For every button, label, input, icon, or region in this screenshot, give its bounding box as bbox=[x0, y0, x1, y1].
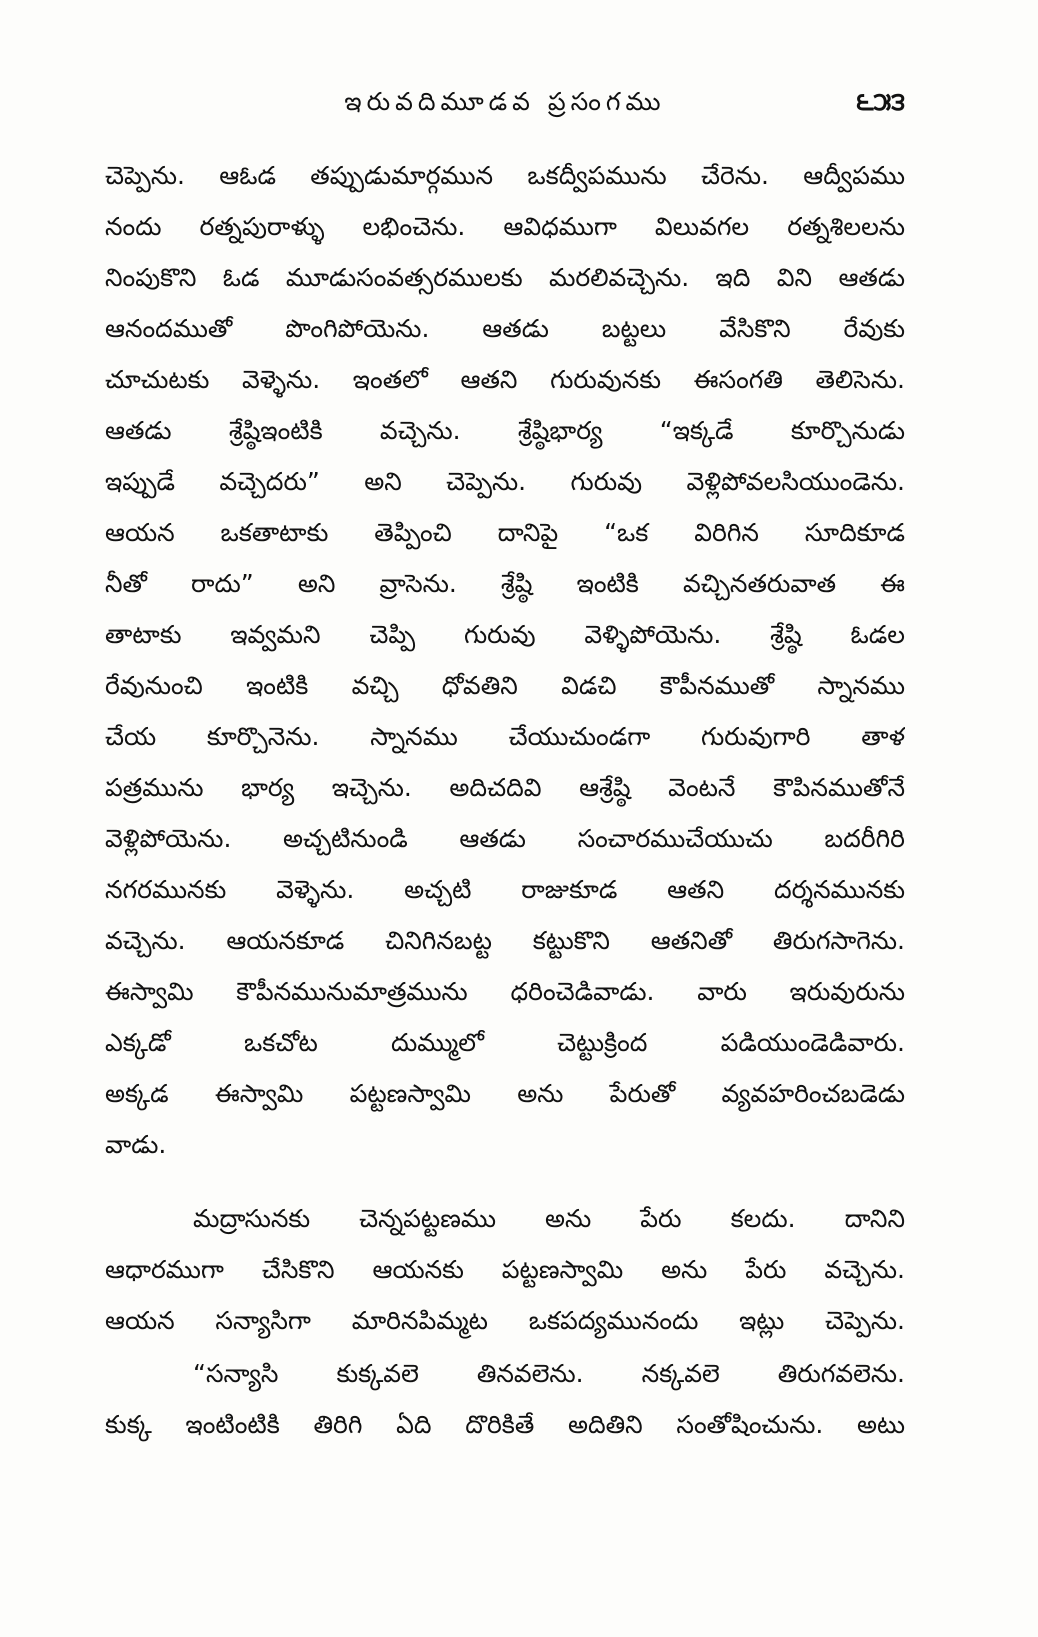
text-line: నింపుకొని ఓడ మూడుసంవత్సరములకు మరలివచ్చెను. ఇది విని ఆతడు bbox=[105, 263, 905, 292]
page-number: ౬౫౩ bbox=[856, 87, 905, 116]
text-line: రేవునుంచి ఇంటికి వచ్చి ధోవతిని విడచి కౌపీనముతో స్నానము bbox=[105, 671, 905, 700]
text-line: ఎక్కడో ఒకచోట దుమ్ములో చెట్టుక్రింద పడియుండెడివారు. bbox=[105, 1028, 905, 1057]
text-line: ఆయన ఒకతాటాకు తెప్పించి దానిపై “ఒక విరిగిన సూదికూడ bbox=[105, 518, 905, 547]
text-line: ఆధారముగా చేసికొని ఆయనకు పట్టణస్వామి అను పేరు వచ్చెను. bbox=[105, 1255, 905, 1284]
text-line: ఈస్వామి కౌపీనమునుమాత్రమును ధరించెడివాడు. వారు ఇరువురును bbox=[105, 977, 905, 1006]
text-line: పత్రమును భార్య ఇచ్చెను. అదిచదివి ఆశ్రేష్ఠి వెంటనే కౌపినముతోనే bbox=[105, 773, 905, 802]
text-line: అక్కడ ఈస్వామి పట్టణస్వామి అను పేరుతో వ్యవహరించబడెడు bbox=[105, 1079, 905, 1108]
paragraph bbox=[105, 1193, 905, 1346]
text-line: నగరమునకు వెళ్ళెను. అచ్చటి రాజుకూడ ఆతని దర్శనమునకు bbox=[105, 875, 905, 904]
text-line: వాడు. bbox=[105, 1130, 167, 1159]
text-line: చెప్పెను. ఆఓడ తప్పుడుమార్గమున ఒకద్వీపమును చేరెను. ఆద్వీపము bbox=[105, 161, 905, 190]
text-line: చూచుటకు వెళ్ళెను. ఇంతలో ఆతని గురువునకు ఈసంగతి తెలిసెను. bbox=[105, 365, 905, 394]
text-line: వచ్చెను. ఆయనకూడ చినిగినబట్ట కట్టుకొని ఆతనితో తిరుగసాగెను. bbox=[105, 926, 905, 955]
page-body bbox=[105, 150, 905, 1450]
text-line: మద్రాసునకు చెన్నపట్టణము అను పేరు కలదు. దానిని bbox=[193, 1204, 905, 1233]
page-title: ఇరువదిమూడవ ప్రసంగము bbox=[344, 87, 666, 116]
text-line: ఆనందముతో పొంగిపోయెను. ఆతడు బట్టలు వేసికొని రేవుకు bbox=[105, 314, 905, 343]
text-line: ఇప్పుడే వచ్చెదరు” అని చెప్పెను. గురువు వెళ్లిపోవలసియుండెను. bbox=[105, 467, 905, 496]
text-line: “సన్యాసి కుక్కవలె తినవలెను. నక్కవలె తిరుగవలెను. bbox=[193, 1359, 905, 1388]
text-line: ఆతడు శ్రేష్ఠిఇంటికి వచ్చెను. శ్రేష్ఠిభార్య “ఇక్కడే కూర్చొనుడు bbox=[105, 416, 905, 445]
paragraph bbox=[105, 150, 905, 1170]
text-line: ఆయన సన్యాసిగా మారినపిమ్మట ఒకపద్యమునందు ఇట్లు చెప్పెను. bbox=[105, 1306, 905, 1335]
text-line: వెళ్లిపోయెను. అచ్చటినుండి ఆతడు సంచారముచేయుచు బదరీగిరి bbox=[105, 824, 905, 853]
paragraph bbox=[105, 1348, 905, 1450]
text-line: నందు రత్నపురాళ్ళు లభించెను. ఆవిధముగా విలువగల రత్నశిలలను bbox=[105, 212, 905, 241]
text-line: కుక్క ఇంటింటికి తిరిగి ఏది దొరికితే అదితిని సంతోషించును. అటు bbox=[105, 1410, 905, 1439]
text-line: చేయ కూర్చొనెను. స్నానము చేయుచుండగా గురువుగారి తాళ bbox=[105, 722, 905, 751]
text-line: తాటాకు ఇవ్వమని చెప్పి గురువు వెళ్ళిపోయెను. శ్రేష్ఠి ఓడల bbox=[105, 620, 905, 649]
text-line: నీతో రాదు” అని వ్రాసెను. శ్రేష్ఠి ఇంటికి వచ్చినతరువాత ఈ bbox=[105, 569, 905, 598]
page-header bbox=[105, 80, 905, 124]
